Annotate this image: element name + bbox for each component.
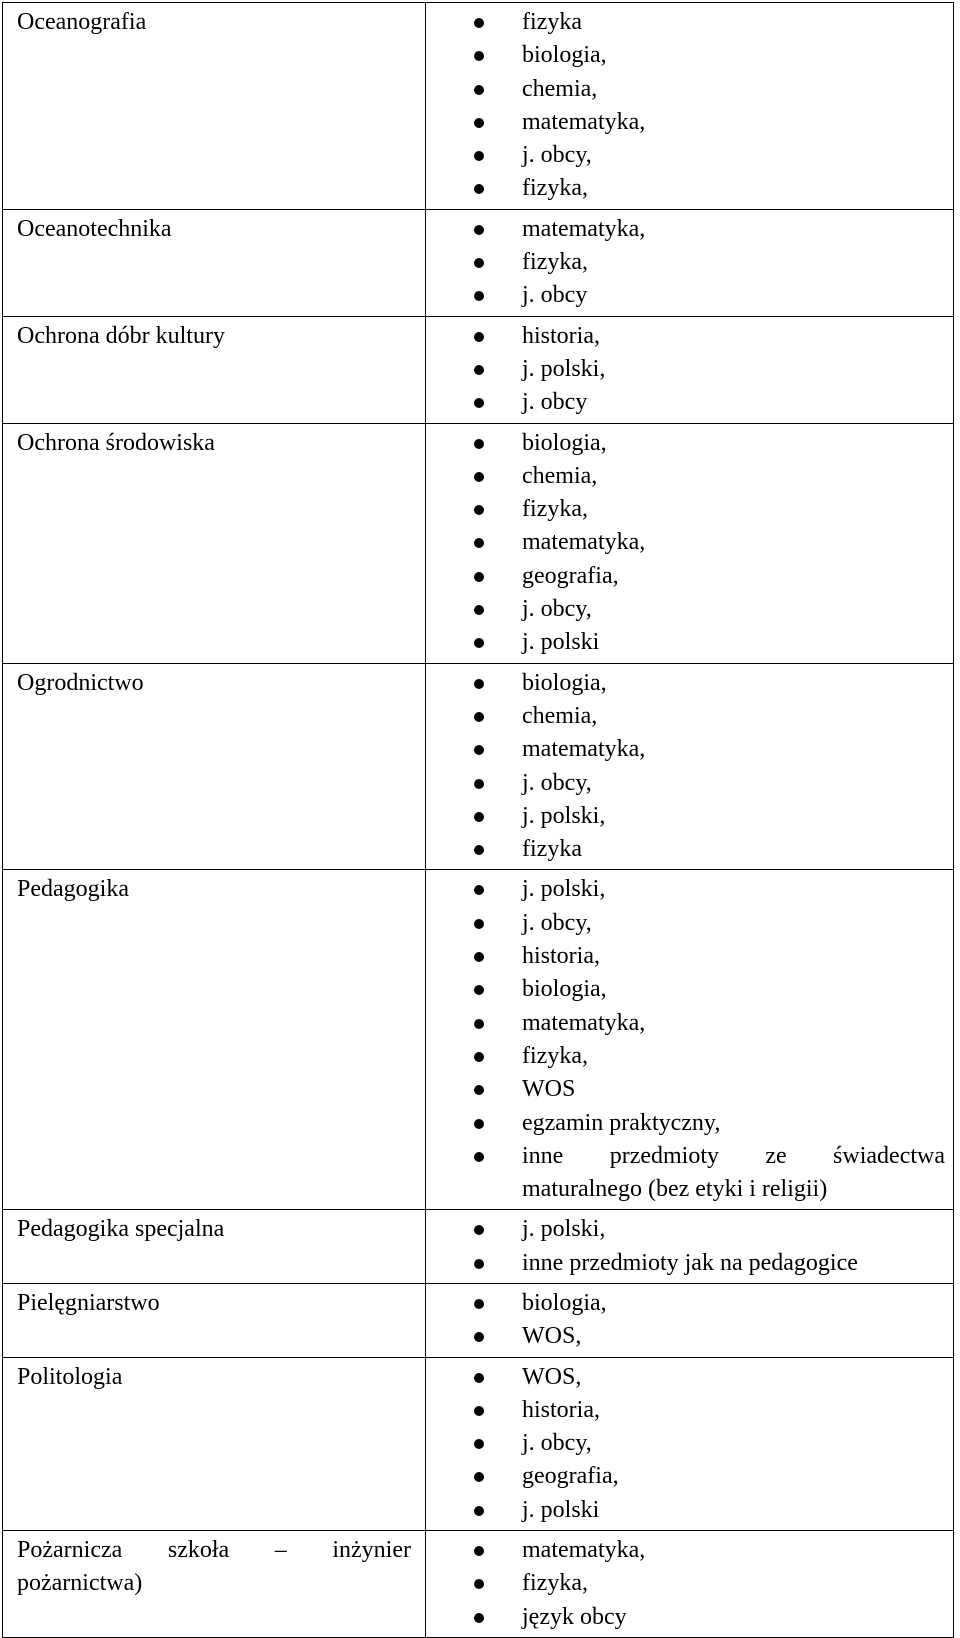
list-item: matematyka, (434, 1007, 945, 1040)
list-item: fizyka (434, 6, 945, 39)
table-row (3, 3, 954, 210)
list-item: j. obcy, (434, 907, 945, 940)
field-name: Oceanotechnika (3, 209, 426, 316)
field-name: Pedagogika (3, 870, 426, 1210)
list-item: j. polski, (434, 1213, 945, 1246)
list-item: fizyka, (434, 246, 945, 279)
list-item: fizyka, (434, 172, 945, 205)
list-item: WOS (434, 1073, 945, 1106)
table-row (3, 870, 954, 1210)
subject-list (434, 873, 945, 1206)
table-row (3, 316, 954, 423)
list-item: język obcy (434, 1601, 945, 1634)
list-item: j. obcy, (434, 139, 945, 172)
subject-list (434, 320, 945, 420)
list-item: historia, (434, 1394, 945, 1427)
field-name-line (17, 1534, 411, 1567)
list-item: biologia, (434, 427, 945, 460)
list-item-line: inne przedmioty ze świadectwa (522, 1142, 945, 1169)
list-item: fizyka, (434, 1567, 945, 1600)
list-item: historia, (434, 320, 945, 353)
list-item: j. polski, (434, 873, 945, 906)
list-item: geografia, (434, 560, 945, 593)
table-row (3, 423, 954, 663)
field-name: Ochrona dóbr kultury (3, 316, 426, 423)
word: inżynier (332, 1537, 411, 1564)
field-name: Pielęgniarstwo (3, 1283, 426, 1357)
list-item: j. polski, (434, 800, 945, 833)
list-item: WOS, (434, 1320, 945, 1353)
list-item: fizyka, (434, 493, 945, 526)
subject-list (434, 667, 945, 867)
field-name: Ochrona środowiska (3, 423, 426, 663)
list-item: j. obcy, (434, 1427, 945, 1460)
table-row (3, 1531, 954, 1638)
list-item: historia, (434, 940, 945, 973)
list-item: j. obcy (434, 386, 945, 419)
table-row (3, 663, 954, 870)
list-item: biologia, (434, 667, 945, 700)
list-item: j. polski (434, 1494, 945, 1527)
word: Pożarnicza (17, 1537, 123, 1564)
subjects-table (2, 2, 954, 1638)
list-item: fizyka (434, 833, 945, 866)
subject-list (434, 1287, 945, 1354)
list-item: matematyka, (434, 733, 945, 766)
table-row (3, 209, 954, 316)
table-row (3, 1283, 954, 1357)
field-name: Pedagogika specjalna (3, 1210, 426, 1284)
list-item: matematyka, (434, 213, 945, 246)
list-item: biologia, (434, 1287, 945, 1320)
table-row (3, 1210, 954, 1284)
list-item: egzamin praktyczny, (434, 1107, 945, 1140)
list-item: matematyka, (434, 526, 945, 559)
word: szkoła (167, 1537, 230, 1564)
list-item: matematyka, (434, 106, 945, 139)
list-item: j. obcy, (434, 593, 945, 626)
list-item: chemia, (434, 460, 945, 493)
list-item: biologia, (434, 39, 945, 72)
subject-list (434, 1213, 945, 1280)
subject-list (434, 1361, 945, 1527)
subject-list (434, 6, 945, 206)
list-item: j. polski (434, 626, 945, 659)
field-name: Oceanografia (3, 3, 426, 210)
list-item: j. polski, (434, 353, 945, 386)
field-name: Politologia (3, 1357, 426, 1530)
list-item: matematyka, (434, 1534, 945, 1567)
field-name-line: pożarnictwa) (17, 1570, 143, 1597)
list-item: geografia, (434, 1460, 945, 1493)
field-name: Ogrodnictwo (3, 663, 426, 870)
subject-list (434, 427, 945, 660)
subject-list (434, 1534, 945, 1634)
field-name (3, 1531, 426, 1638)
table-row (3, 1357, 954, 1530)
list-item: j. obcy, (434, 767, 945, 800)
list-item-multiline (434, 1140, 945, 1207)
word: – (274, 1537, 287, 1564)
list-item: fizyka, (434, 1040, 945, 1073)
list-item: chemia, (434, 73, 945, 106)
list-item: chemia, (434, 700, 945, 733)
list-item-line: maturalnego (bez etyki i religii) (522, 1176, 828, 1203)
list-item: biologia, (434, 973, 945, 1006)
list-item: inne przedmioty jak na pedagogice (434, 1247, 945, 1280)
list-item: j. obcy (434, 279, 945, 312)
list-item: WOS, (434, 1361, 945, 1394)
subject-list (434, 213, 945, 313)
